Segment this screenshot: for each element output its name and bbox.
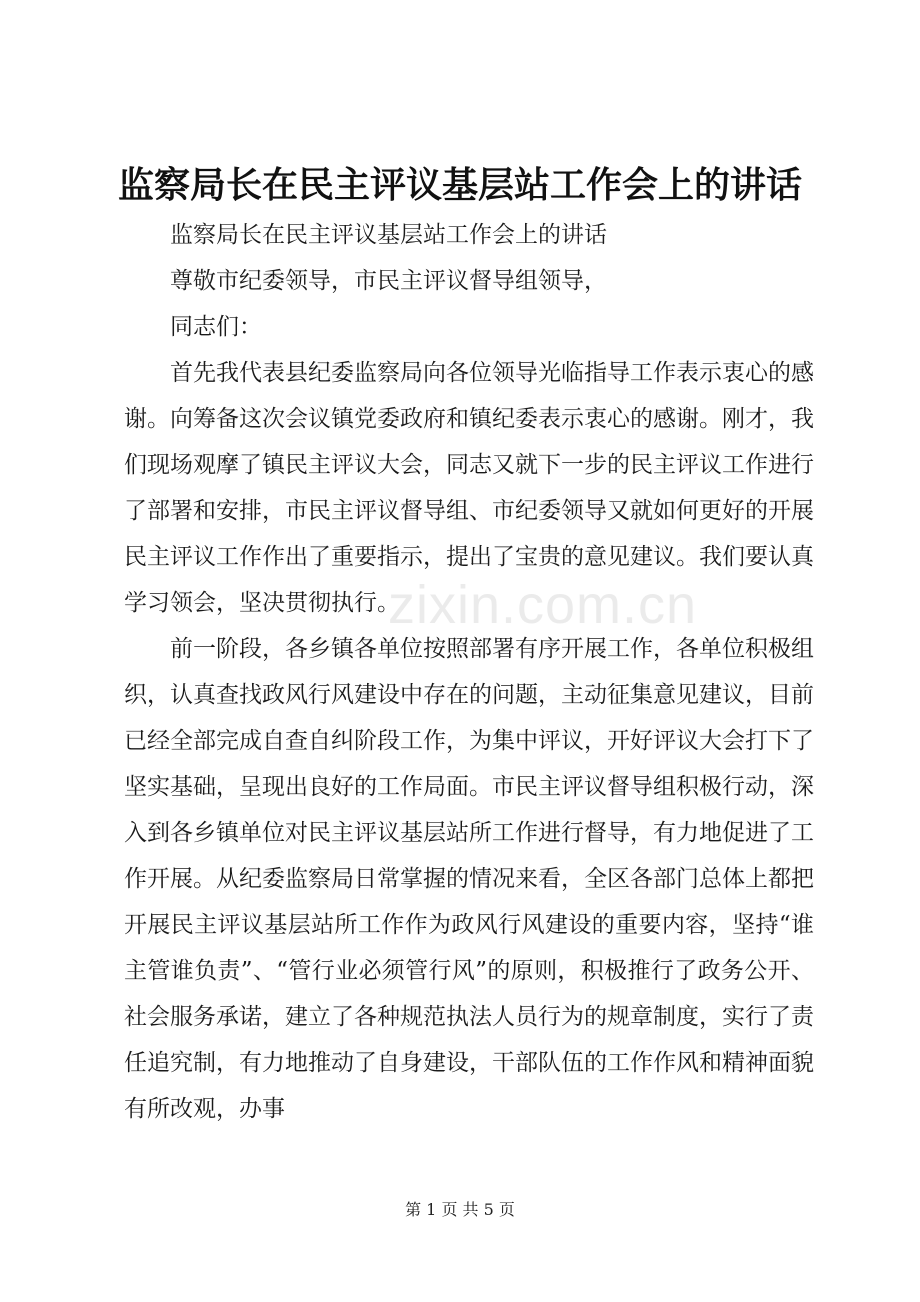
body-paragraph: 前一阶段，各乡镇各单位按照部署有序开展工作，各单位积极组织，认真查找政风行风建设中存在的问题，主动征集意见建议，目前已经全部完成自查自纠阶段工作，为集中评议，开好评议大会打下了坚实基础，呈现出良好的工作局面。市民主评议督导组积极行动，深入到各乡镇单位对民主评议基层站所工作进行督导，有力地促进了工作开展。从纪委监察局日常掌握的情况来看，全区各部门总体上都把开展民主评议基层站所工作作为政风行风建设的重要内容，坚持“谁主管谁负责”、“管行业必须管行风”的原则，积极推行了政务公开、社会服务承诺，建立了各种规范执法人员行为的规章制度，实行了责任追究制，有力地推动了自身建设，干部队伍的工作作风和精神面貌有所改观，办事 bbox=[124, 636, 814, 1122]
watermark: zixin.com.cn bbox=[388, 575, 698, 635]
page-footer bbox=[0, 1198, 920, 1222]
page-number-label: 第 1 页 共 5 页 bbox=[405, 1200, 515, 1219]
document-title: 监察局长在民主评议基层站工作会上的讲话 bbox=[117, 164, 802, 206]
subtitle-paragraph: 监察局长在民主评议基层站工作会上的讲话 bbox=[170, 222, 607, 248]
body-paragraph: 首先我代表县纪委监察局向各位领导光临指导工作表示衷心的感谢。向筹备这次会议镇党委政府和镇纪委表示衷心的感谢。刚才，我们现场观摩了镇民主评议大会，同志又就下一步的民主评议工作进行了部署和安排，市民主评议督导组、市纪委领导又就如何更好的开展民主评议工作作出了重要指示，提出了宝贵的意见建议。我们要认真学习领会，坚决贯彻执行。 bbox=[124, 360, 814, 616]
salutation-paragraph: 尊敬市纪委领导，市民主评议督导组领导， bbox=[170, 268, 607, 294]
document-body bbox=[124, 212, 814, 1132]
greeting-paragraph: 同志们： bbox=[170, 314, 262, 340]
